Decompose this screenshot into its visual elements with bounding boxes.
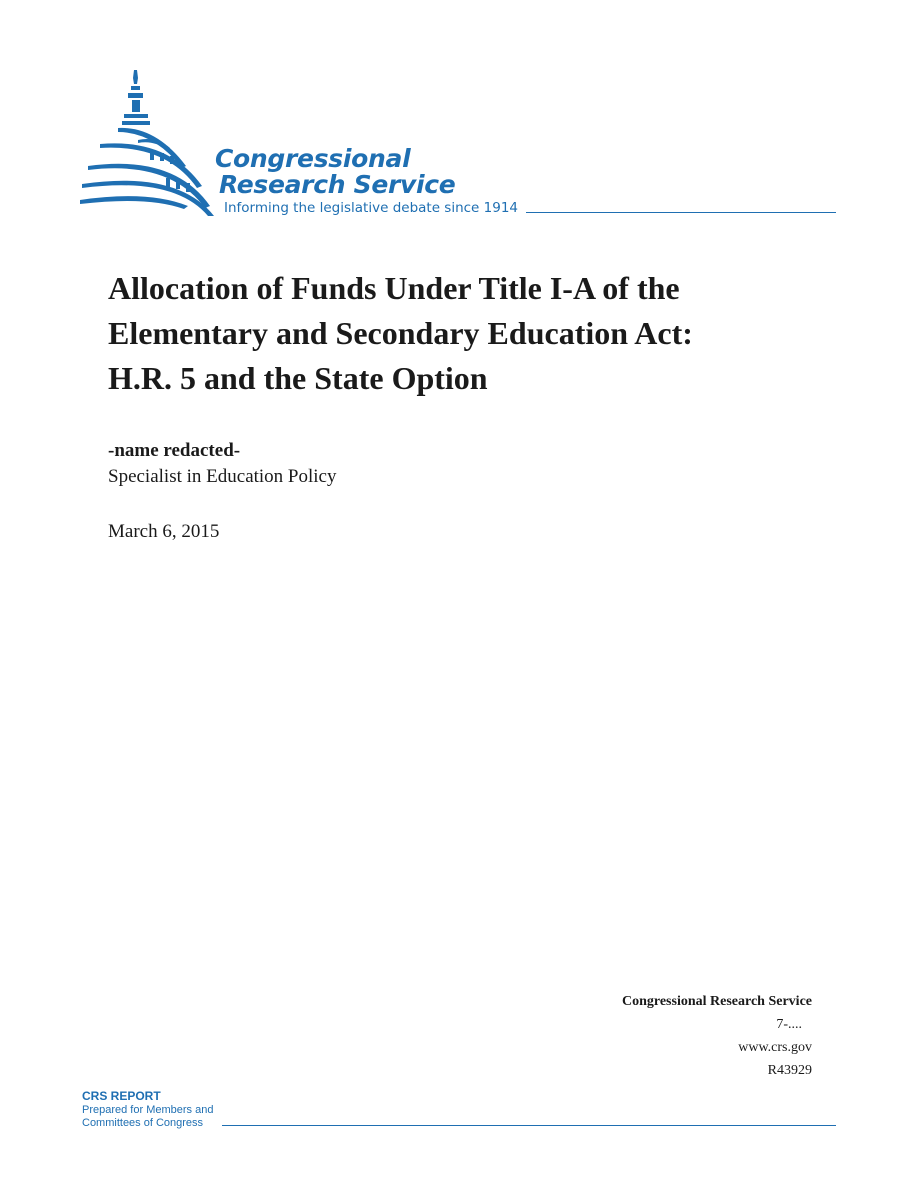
author-role: Specialist in Education Policy: [108, 466, 337, 487]
footer-report-label: CRS REPORT: [82, 1089, 161, 1103]
crs-phone: 7-....: [776, 1017, 802, 1032]
report-title-line: Allocation of Funds Under Title I-A of the: [108, 270, 680, 306]
tagline-divider: [526, 212, 836, 213]
report-title-line: H.R. 5 and the State Option: [108, 360, 488, 396]
crs-org-name: Congressional Research Service: [621, 994, 812, 1009]
brand-tagline: Informing the legislative debate since 1914: [224, 200, 519, 216]
report-number: R43929: [767, 1063, 812, 1078]
footer-line: Prepared for Members and: [82, 1103, 214, 1116]
report-date: March 6, 2015: [108, 521, 220, 542]
crs-info-block: [622, 990, 812, 1082]
crs-website: www.crs.gov: [738, 1040, 812, 1055]
brand-name-line1: Congressional: [215, 144, 411, 173]
author-name: -name redacted-: [108, 440, 241, 461]
footer-divider: [222, 1125, 836, 1126]
footer-line: Committees of Congress: [82, 1117, 204, 1129]
footer-label-block: [82, 1090, 213, 1131]
report-title: [108, 266, 828, 401]
capitol-dome-icon: [78, 66, 218, 216]
crs-logo: [78, 66, 838, 221]
report-title-line: Elementary and Secondary Education Act:: [108, 315, 693, 351]
brand-name-line2: Research Service: [219, 170, 456, 199]
